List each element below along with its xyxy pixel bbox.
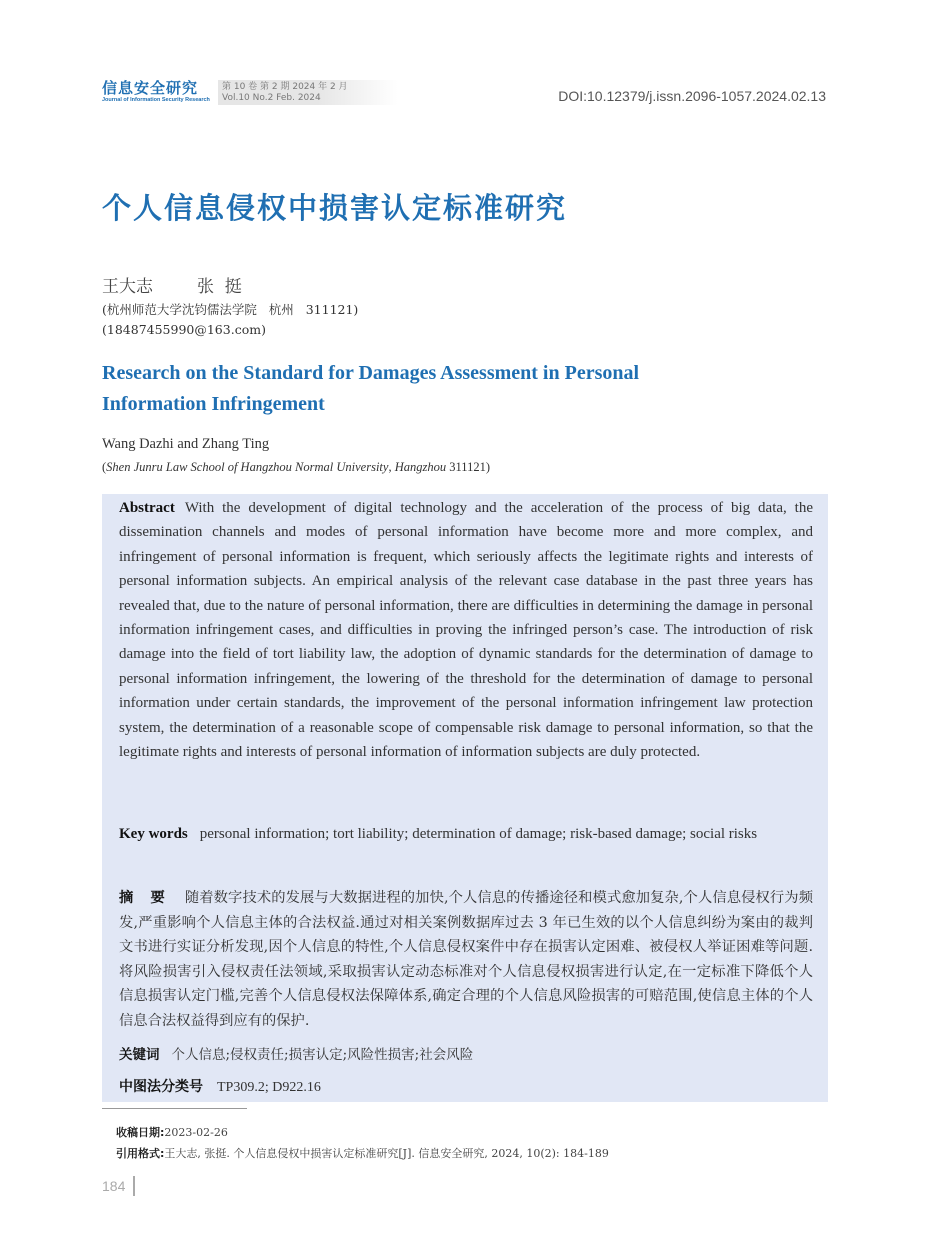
keywords-text-en: personal information; tort liability; determination of damage; risk-based damage; social risks [199, 826, 758, 842]
abstract-en [119, 496, 813, 764]
title-cn: 个人信息侵权中损害认定标准研究 [102, 191, 568, 225]
received-label: 收稿日期: [116, 1126, 165, 1139]
abstract-text-en: With the development of digital technology and the acceleration of the process of big data, the dissemination channels and modes of personal information have become more and more complex, and infringement of personal information is frequent, which seriously affects the legitimate rights and interests of personal information subjects. An empirical analysis of the relevant case database in the past three years has revealed that, due to the nature of personal information, there are difficulties in determining the damage in personal information infringement cases, and difficulties in proving the infringed person’s case. The introduction of risk damage into the field of tort liability law, the adoption of dynamic standards for the determination of damage to personal information infringement, the lowering of the threshold for the determination of damage to personal information under certain standards, the improvement of the personal information infringement law protection system, the determination of a reasonable scope of compensable risk damage to personal information, so that the legitimate rights and interests of personal information of information subjects are duly protected. [119, 500, 813, 761]
received-value: 2023-02-26 [164, 1126, 228, 1139]
keywords-cn [119, 1043, 473, 1063]
issue-info [218, 80, 398, 105]
affiliation-en: (Shen Junru Law School of Hangzhou Normal University, Hangzhou 311121) [102, 460, 490, 474]
author-1-cn: 王大志 [102, 277, 153, 297]
affiliation-cn: (杭州师范大学沈钧儒法学院 杭州 311121) [102, 302, 359, 317]
received-date [116, 1124, 228, 1140]
keywords-en [119, 822, 813, 846]
affiliation-en-school: Shen Junru Law School of Hangzhou Normal University [106, 460, 389, 474]
keywords-label-en: Key words [119, 826, 188, 842]
abstract-label-en: Abstract [119, 500, 175, 516]
citation-text: 王大志, 张挺. 个人信息侵权中损害认定标准研究[J]. 信息安全研究, 2024, 10(2): 184-189 [164, 1147, 609, 1160]
journal-name-en: Journal of Information Security Research [102, 97, 210, 103]
doi[interactable]: DOI:10.12379/j.issn.2096-1057.2024.02.13 [558, 88, 826, 104]
page-number-bar [133, 1176, 135, 1196]
classification-label: 中图法分类号 [119, 1079, 203, 1095]
journal-name-cn: 信息安全研究 [102, 79, 199, 97]
issue-en: Vol.10 No.2 Feb. 2024 [222, 93, 321, 103]
classification-number [119, 1076, 321, 1096]
classification-value: TP309.2; D922.16 [217, 1080, 321, 1095]
journal-logo [102, 80, 210, 104]
page-number: 184 [102, 1178, 126, 1194]
keywords-text-cn: 个人信息;侵权责任;损害认定;风险性损害;社会风险 [171, 1047, 474, 1063]
citation-format [116, 1145, 609, 1161]
abstract-text-cn: 随着数字技术的发展与大数据进程的加快,个人信息的传播途径和模式愈加复杂,个人信息侵权行为频发,严重影响个人信息主体的合法权益.通过对相关案例数据库过去 3 年已生效的以个人信息纠纷为案由的裁判文书进行实证分析发现,因个人信息的特性,个人信息侵权案件中存在损害认定困难、被侵权人举证困难等问题.将风险损害引入侵权责任法领域,采取损害认定动态标准对个人信息侵权损害进行认定,在一定标准下降低个人信息损害认定门槛,完善个人信息侵权法保障体系,确定合理的个人信息风险损害的可赔范围,使信息主体的个人信息合法权益得到应有的保护. [119, 890, 813, 1029]
abstract-label-cn: 摘 要 [119, 890, 171, 906]
author-2-cn: 张 挺 [197, 277, 242, 297]
footnote-divider [102, 1108, 247, 1109]
citation-label: 引用格式: [116, 1147, 165, 1160]
issue-cn: 第 10 卷 第 2 期 2024 年 2 月 [222, 82, 348, 92]
authors-en: Wang Dazhi and Zhang Ting [102, 436, 270, 452]
affiliation-en-city: Hangzhou [394, 460, 447, 474]
title-en: Research on the Standard for Damages Assessment in Personal Information Infringement [102, 362, 640, 415]
authors-cn [102, 272, 242, 297]
affiliation-en-zip: 311121 [449, 460, 486, 474]
abstract-cn [119, 886, 813, 1033]
keywords-label-cn: 关键词 [119, 1047, 160, 1063]
author-email[interactable]: (18487455990@163.com) [102, 322, 266, 337]
